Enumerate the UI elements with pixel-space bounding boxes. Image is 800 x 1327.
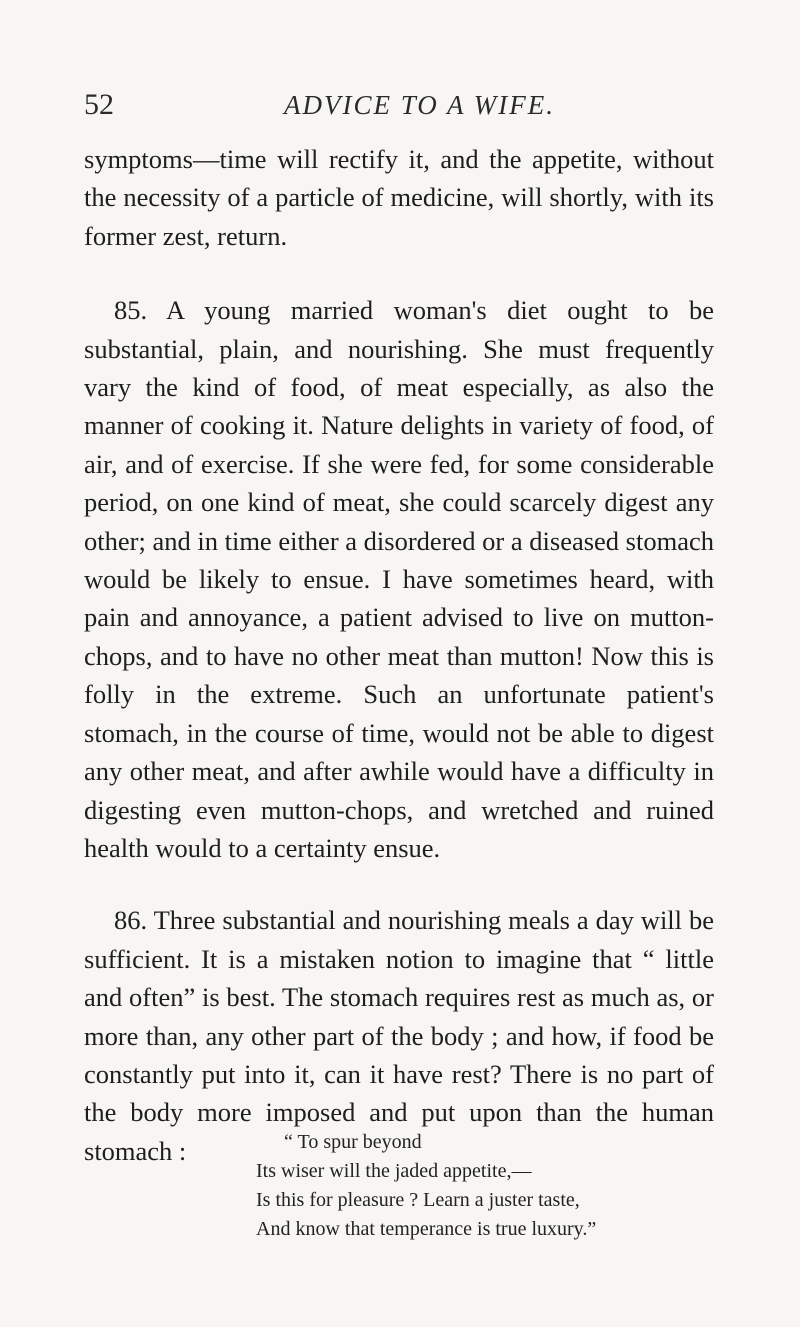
page-number: 52: [84, 88, 114, 121]
body-text: [84, 140, 714, 1170]
verse-quotation: [256, 1128, 726, 1244]
paragraph-85: 85. A young married woman's diet ought to be substantial, plain, and nourishing. She must frequently vary the kind of food, of meat especially, as also the manner of cooking it. Nature delights in variety of food, of air, and of exercise. If she were fed, for some considerable period, on one kind of meat, she could scarcely digest any other; and in time either a disordered or a diseased stomach would be likely to ensue. I have sometimes heard, with pain and annoyance, a patient advised to live on mutton-chops, and to have no other meat than mutton! Now this is folly in the extreme. Such an unfortunate patient's stomach, in the course of time, would not be able to digest any other meat, and after awhile would have a difficulty in digesting even mutton-chops, and wretched and ruined health would to a certainty ensue.: [84, 295, 714, 863]
verse-line-2: Its wiser will the jaded appetite,—: [256, 1160, 532, 1182]
verse-line-4: And know that temperance is true luxury.”: [256, 1218, 597, 1240]
verse-line-1: “ To spur beyond: [284, 1131, 422, 1153]
paragraph-86: 86. Three substantial and nourishing meals a day will be sufficient. It is a mistaken notion to imagine that “ little and often” is best. The stomach requires rest as much as, or more than, any other part of the body ; and how, if food be constantly put into it, can it have rest? There is no part of the body more imposed and put upon than the human stomach :: [84, 905, 714, 1166]
running-title: ADVICE TO A WIFE.: [284, 90, 555, 120]
page-header: [84, 88, 714, 128]
paragraph-continuation: symptoms—time will rectify it, and the appetite, without the necessity of a particle of medicine, will shortly, with its former zest, return.: [84, 144, 714, 251]
verse-line-3: Is this for pleasure ? Learn a juster taste,: [256, 1189, 580, 1211]
